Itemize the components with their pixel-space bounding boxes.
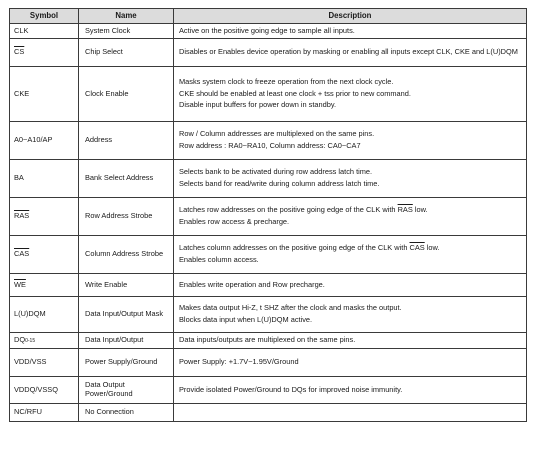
name-cell: Chip Select: [79, 39, 174, 67]
name-cell: Write Enable: [79, 274, 174, 297]
table-row: [10, 39, 527, 67]
table-row: [10, 377, 527, 404]
name-cell: Data Output Power/Ground: [79, 377, 174, 404]
description-line: Provide isolated Power/Ground to DQs for improved noise immunity.: [179, 384, 403, 394]
description-line: Active on the positive going edge to sample all inputs.: [179, 25, 355, 35]
symbol-subscript: 0-15: [25, 338, 36, 345]
description-line: Makes data output Hi-Z, t SHZ after the clock and masks the output.: [179, 303, 402, 313]
name-cell: Data Input/Output Mask: [79, 297, 174, 333]
symbol-cell: CKE: [10, 67, 79, 122]
table-row: [10, 274, 527, 297]
description-line: Power Supply: +1.7V~1.95V/Ground: [179, 357, 299, 367]
pin-description-table-wrapper: [9, 8, 527, 422]
symbol-text: $\overline{WE}$: [14, 279, 26, 289]
table-row: [10, 404, 527, 422]
symbol-text: $\overline{RAS}$: [14, 211, 30, 221]
description-cell: [174, 198, 527, 236]
symbol-cell: [10, 333, 79, 349]
header-symbol: Symbol: [10, 9, 79, 24]
name-cell: No Connection: [79, 404, 174, 422]
description-text: low.: [424, 243, 440, 253]
name-cell: Data Input/Output: [79, 333, 174, 349]
table-row: [10, 236, 527, 274]
name-cell: Address: [79, 122, 174, 160]
header-name: Name: [79, 9, 174, 24]
description-text: Latches column addresses on the positive going edge of the CLK with: [179, 243, 410, 253]
description-line: Row / Column addresses are multiplexed on the same pins.: [179, 129, 375, 139]
description-cell: [174, 274, 527, 297]
name-cell: Row Address Strobe: [79, 198, 174, 236]
symbol-cell: NC/RFU: [10, 404, 79, 422]
description-cell: [174, 349, 527, 377]
table-row: [10, 198, 527, 236]
description-line: Enables write operation and Row precharge.: [179, 279, 325, 289]
description-line: Data inputs/outputs are multiplexed on the same pins.: [179, 335, 356, 345]
signal-name: $\overline{RAS}$: [397, 205, 413, 215]
description-line: Blocks data input when L(U)DQM active.: [179, 315, 313, 324]
description-line: Disable input buffers for power down in standby.: [179, 100, 337, 110]
description-line: [179, 244, 522, 253]
table-row: [10, 67, 527, 122]
description-line: Row address : RA0~RA10, Column address: CA0~CA7: [179, 141, 361, 150]
description-line: Selects bank to be activated during row address latch time.: [179, 167, 373, 177]
symbol-cell: [10, 198, 79, 236]
description-cell: [174, 67, 527, 122]
description-line: Enables row access & precharge.: [179, 217, 290, 226]
name-cell: Clock Enable: [79, 67, 174, 122]
description-text: low.: [412, 205, 428, 215]
table-row: [10, 333, 527, 349]
symbol-cell: BA: [10, 160, 79, 198]
description-cell: [174, 404, 527, 422]
description-cell: [174, 333, 527, 349]
pin-description-table: [9, 8, 527, 422]
description-line: Disables or Enables device operation by masking or enabling all inputs except CLK, CKE and L(U)DQM: [179, 47, 518, 57]
description-line: CKE should be enabled at least one clock + tss prior to new command.: [179, 88, 411, 98]
description-line: Enables column access.: [179, 255, 259, 264]
description-line: Masks system clock to freeze operation from the next clock cycle.: [179, 77, 394, 87]
description-line: Selects band for read/write during column address latch time.: [179, 179, 380, 188]
table-row: [10, 297, 527, 333]
symbol-text: DQ: [14, 335, 26, 345]
symbol-cell: CLK: [10, 24, 79, 39]
header-description: Description: [174, 9, 527, 24]
signal-name: $\overline{CAS}$: [409, 243, 425, 253]
description-text: Latches row addresses on the positive going edge of the CLK with: [179, 205, 398, 215]
table-row: [10, 349, 527, 377]
symbol-cell: [10, 236, 79, 274]
description-cell: [174, 160, 527, 198]
description-cell: [174, 297, 527, 333]
table-header-row: [10, 9, 527, 24]
symbol-cell: VDDQ/VSSQ: [10, 377, 79, 404]
table-row: [10, 24, 527, 39]
name-cell: Bank Select Address: [79, 160, 174, 198]
symbol-text: $\overline{CAS}$: [14, 249, 30, 259]
name-cell: Column Address Strobe: [79, 236, 174, 274]
table-row: [10, 122, 527, 160]
symbol-cell: [10, 39, 79, 67]
name-cell: Power Supply/Ground: [79, 349, 174, 377]
description-cell: [174, 122, 527, 160]
symbol-text: $\overline{CS}$: [14, 47, 25, 57]
table-row: [10, 160, 527, 198]
symbol-cell: VDD/VSS: [10, 349, 79, 377]
description-cell: [174, 24, 527, 39]
symbol-cell: A0~A10/AP: [10, 122, 79, 160]
symbol-cell: [10, 274, 79, 297]
description-cell: [174, 377, 527, 404]
symbol-cell: L(U)DQM: [10, 297, 79, 333]
description-cell: [174, 39, 527, 67]
description-line: [179, 206, 522, 215]
description-cell: [174, 236, 527, 274]
name-cell: System Clock: [79, 24, 174, 39]
